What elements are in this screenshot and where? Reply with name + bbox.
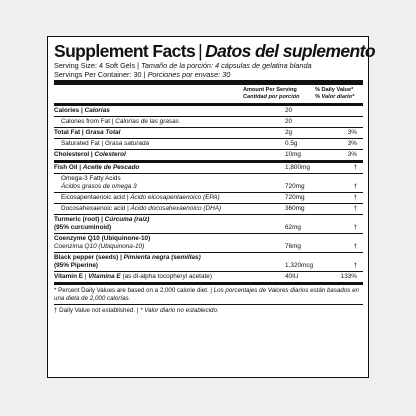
nutrient-row-calories-from-fat: Calories from Fat | Calorías de las grasas 20 <box>54 116 363 127</box>
serving-size: Serving Size: 4 Soft Gels | Tamaño de la porción: 4 cápsulas de gelatina blanda <box>54 61 312 70</box>
ingredient-row-black-pepper: Black pepper (seeds) | Pimienta negra (semillas) (95% Piperine) 1,320mcg † <box>54 252 363 271</box>
servings-per-container: Servings Per Container: 30 | Porciones por envase: 30 <box>54 70 231 79</box>
supplement-facts-panel <box>47 36 375 378</box>
nutrient-row-calories: Calories | Calorías 20 <box>54 107 293 114</box>
footnote-daily-values: * Percent Daily Values are based on a 2,000 calorie diet. | Los porcentajes de Valores diarios están basados en una dieta de 2,000 calorías. <box>54 287 359 302</box>
column-header: Amount Per Serving Cantidad por porción % Daily Value* % Valor diario* <box>54 85 363 103</box>
title-es: Datos del suplemento <box>205 41 375 61</box>
ingredient-row-vitamin-e: Vitamin E | Vitamina E (as dl-alpha tocopheryl acetate) 40IU 133% <box>54 271 363 282</box>
title-separator: | <box>198 41 203 61</box>
ingredient-row-coq10: Coenzyme Q10 (Ubiquinone-10) Coenzima Q10 (Ubiquinona-10) 76mg † <box>54 233 363 252</box>
amount-header: Amount Per Serving <box>243 87 297 93</box>
ingredient-row-turmeric: Turmeric (root) | Cúrcuma (raíz) (95% curcuminoid) 62mg † <box>54 214 363 233</box>
nutrient-row-cholesterol: Cholesterol | Colesterol 10mg 3% <box>54 149 363 160</box>
ingredient-row-epa: Eicosapentaenoic acid | Ácido eicosapentaenoico (EPA) 720mg † <box>54 192 363 203</box>
ingredient-row-omega-3: Omega-3 Fatty Acids Ácidos grasos de omega 3 720mg † <box>54 173 363 192</box>
title-en: Supplement Facts <box>54 41 196 61</box>
footnote-not-established: † Daily Value not established. | * Valor diario no establecido. <box>54 307 219 314</box>
ingredient-row-fish-oil: Fish Oil | Aceite de Pescado 1,800mg † <box>54 164 357 171</box>
ingredient-row-dha: Docosahexaenoic acid | Ácido docosahexaenoico (DHA) 360mg † <box>54 203 363 214</box>
footnotes <box>54 282 363 315</box>
nutrient-row-saturated-fat: Saturated Fat | Grasa saturada 0.5g 3% <box>54 138 363 149</box>
panel-title <box>54 41 375 61</box>
nutrient-row-total-fat: Total Fat | Grasa Total 2g 3% <box>54 127 363 138</box>
daily-value-header: % Daily Value* <box>315 87 354 93</box>
